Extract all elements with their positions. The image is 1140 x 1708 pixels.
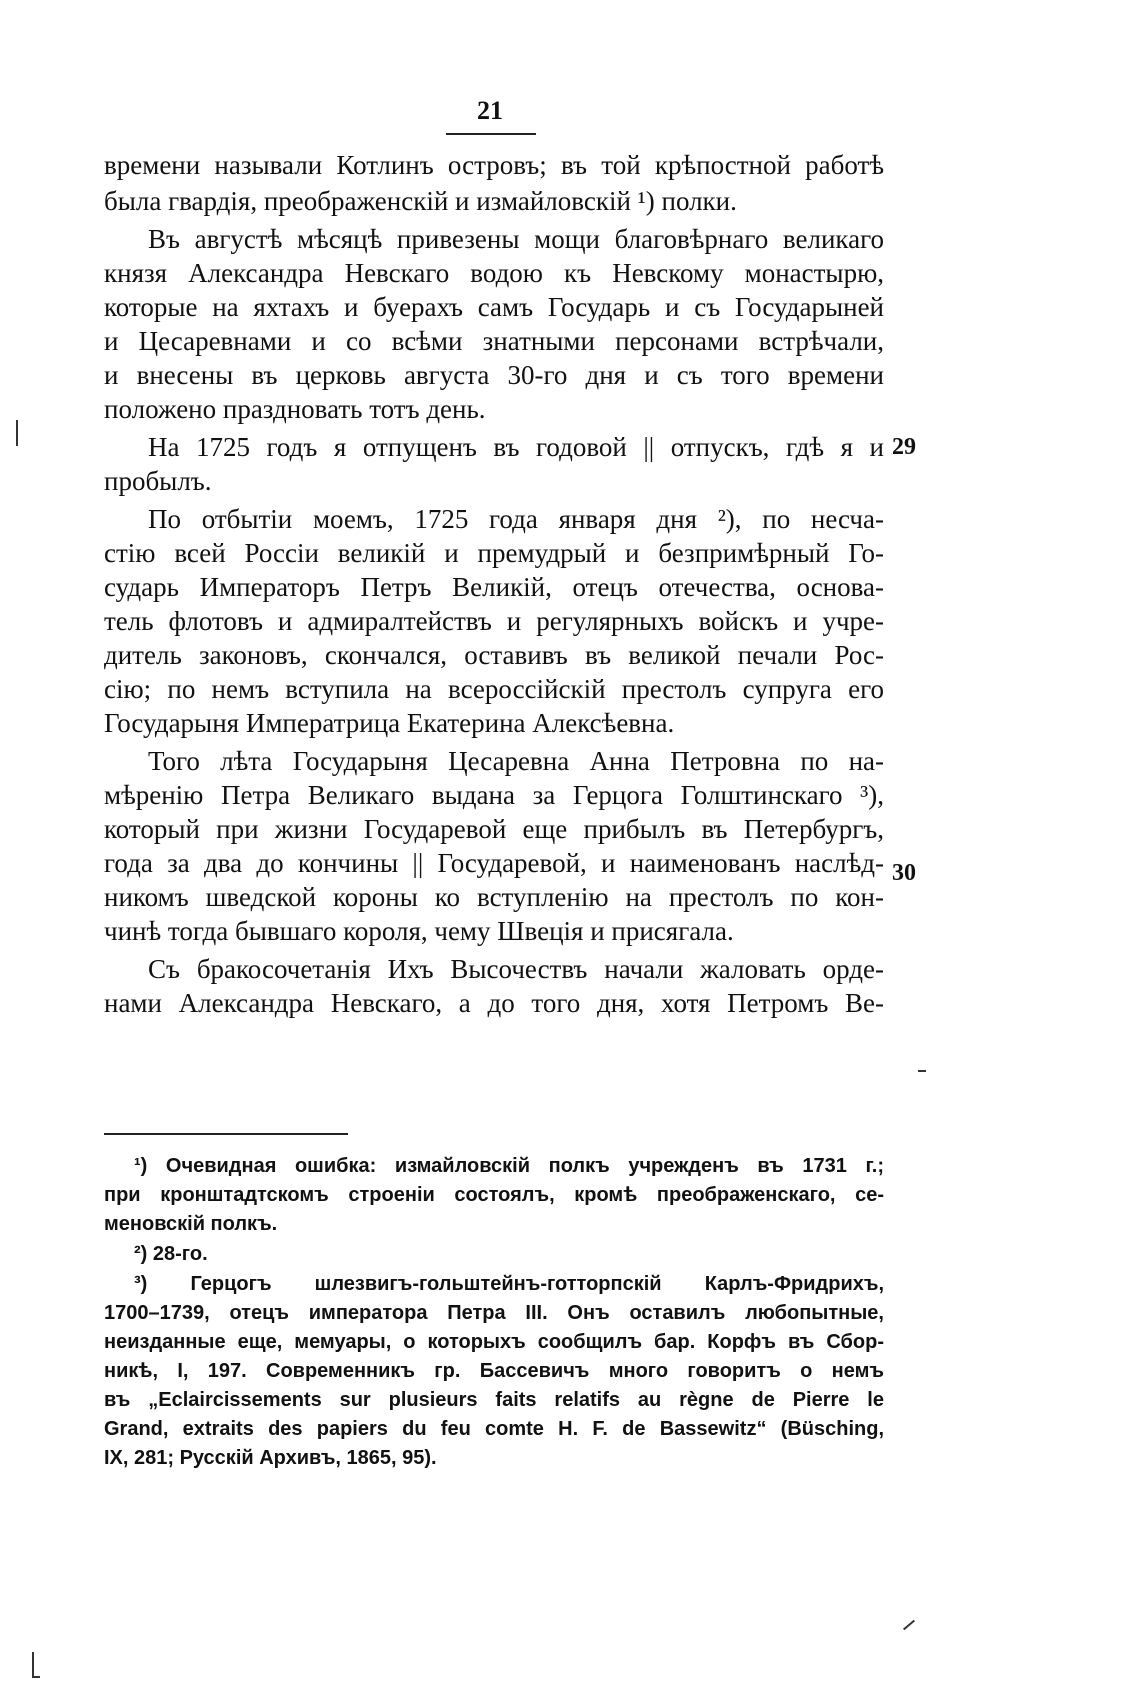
body-line: который при жизни Государевой еще прибылъ въ Петербургъ,: [104, 814, 884, 844]
body-line: чинѣ тогда бывшаго короля, чему Швеція и присягала.: [104, 916, 734, 946]
body-line: времени называли Котлинъ островъ; въ той крѣпостной работѣ: [104, 150, 884, 180]
footnote-line: въ „Eclaircissements sur plusieurs faits relatifs au règne de Pierre le: [104, 1389, 884, 1411]
footnote-line: меновскій полкъ.: [104, 1213, 278, 1235]
body-line: сударь Императоръ Петръ Великій, отецъ отечества, основа-: [104, 572, 884, 602]
scan-artifact-mark: [32, 1652, 34, 1676]
body-line: и внесены въ церковь августа 30-го дня и съ того времени: [104, 360, 884, 390]
footnote-line: ³) Герцогъ шлезвигъ-гольштейнъ-готторпскій Карлъ-Фридрихъ,: [134, 1273, 884, 1295]
body-line: Въ августѣ мѣсяцѣ привезены мощи благовѣрнаго великаго: [148, 224, 884, 254]
body-line: стію всей Россіи великій и премудрый и безпримѣрный Го-: [104, 538, 884, 568]
margin-page-number: 30: [892, 860, 916, 886]
body-line: Государыня Императрица Екатерина Алексѣевна.: [104, 708, 675, 738]
body-line: тель флотовъ и адмиралтействъ и регулярныхъ войскъ и учре-: [104, 606, 884, 636]
scan-artifact-mark: [903, 1620, 915, 1631]
body-line: сію; по немъ вступила на всероссійскій престолъ супруга его: [104, 674, 884, 704]
body-line: мѣренію Петра Великаго выдана за Герцога Голштинскаго ³),: [104, 780, 884, 810]
footnote-line: Grand, extraits des papiers du feu comte H. F. de Bassewitz“ (Büsching,: [104, 1418, 884, 1440]
body-line: никомъ шведской короны ко вступленію на престолъ по кон-: [104, 882, 884, 912]
footnote-line: неизданные еще, мемуары, о которыхъ сообщилъ бар. Корфъ въ Сбор-: [104, 1331, 884, 1353]
scan-artifact-mark: [16, 420, 18, 446]
footnote-line: ²) 28-го.: [134, 1243, 208, 1265]
body-line: Съ бракосочетанія Ихъ Высочествъ начали жаловать орде-: [148, 954, 884, 984]
body-line: и Цесаревнами и со всѣми знатными персонами встрѣчали,: [104, 326, 884, 356]
body-line: положено праздновать тотъ день.: [104, 394, 486, 424]
footnote-line: IX, 281; Русскій Архивъ, 1865, 95).: [104, 1447, 437, 1469]
body-line: На 1725 годъ я отпущенъ въ годовой || отпускъ, гдѣ я и: [148, 432, 884, 462]
body-line: пробылъ.: [104, 466, 212, 496]
footnote-line: 1700–1739, отецъ императора Петра III. Онъ оставилъ любопытные,: [104, 1302, 884, 1324]
page-number: 21: [477, 96, 503, 125]
footnote-line: никѣ, I, 197. Современникъ гр. Бассевичъ много говоритъ о немъ: [104, 1360, 884, 1382]
footnote-line: при кронштадтскомъ строеніи состоялъ, кромѣ преображенскаго, се-: [104, 1184, 884, 1206]
footnote-line: ¹) Очевидная ошибка: измайловскій полкъ учрежденъ въ 1731 г.;: [134, 1155, 884, 1177]
scan-artifact-mark: [32, 1676, 40, 1678]
body-line: нами Александра Невскаго, а до того дня, хотя Петромъ Ве-: [104, 988, 884, 1018]
body-line: была гвардія, преображенскій и измайловскій ¹) полки.: [104, 186, 737, 216]
body-line: Того лѣта Государыня Цесаревна Анна Петровна по на-: [148, 746, 884, 776]
page-number-rule: [446, 133, 536, 135]
body-line: дитель законовъ, скончался, оставивъ въ великой печали Рос-: [104, 640, 884, 670]
scan-artifact-mark: [918, 1070, 926, 1072]
body-line: По отбытіи моемъ, 1725 года января дня ²), по несча-: [148, 504, 884, 534]
body-line: князя Александра Невскаго водою къ Невскому монастырю,: [104, 258, 884, 288]
body-line: которые на яхтахъ и буерахъ самъ Государь и съ Государыней: [104, 292, 884, 322]
margin-page-number: 29: [892, 434, 916, 460]
footnote-rule: [104, 1133, 348, 1135]
body-line: года за два до кончины || Государевой, и наименованъ наслѣд-: [104, 848, 884, 878]
